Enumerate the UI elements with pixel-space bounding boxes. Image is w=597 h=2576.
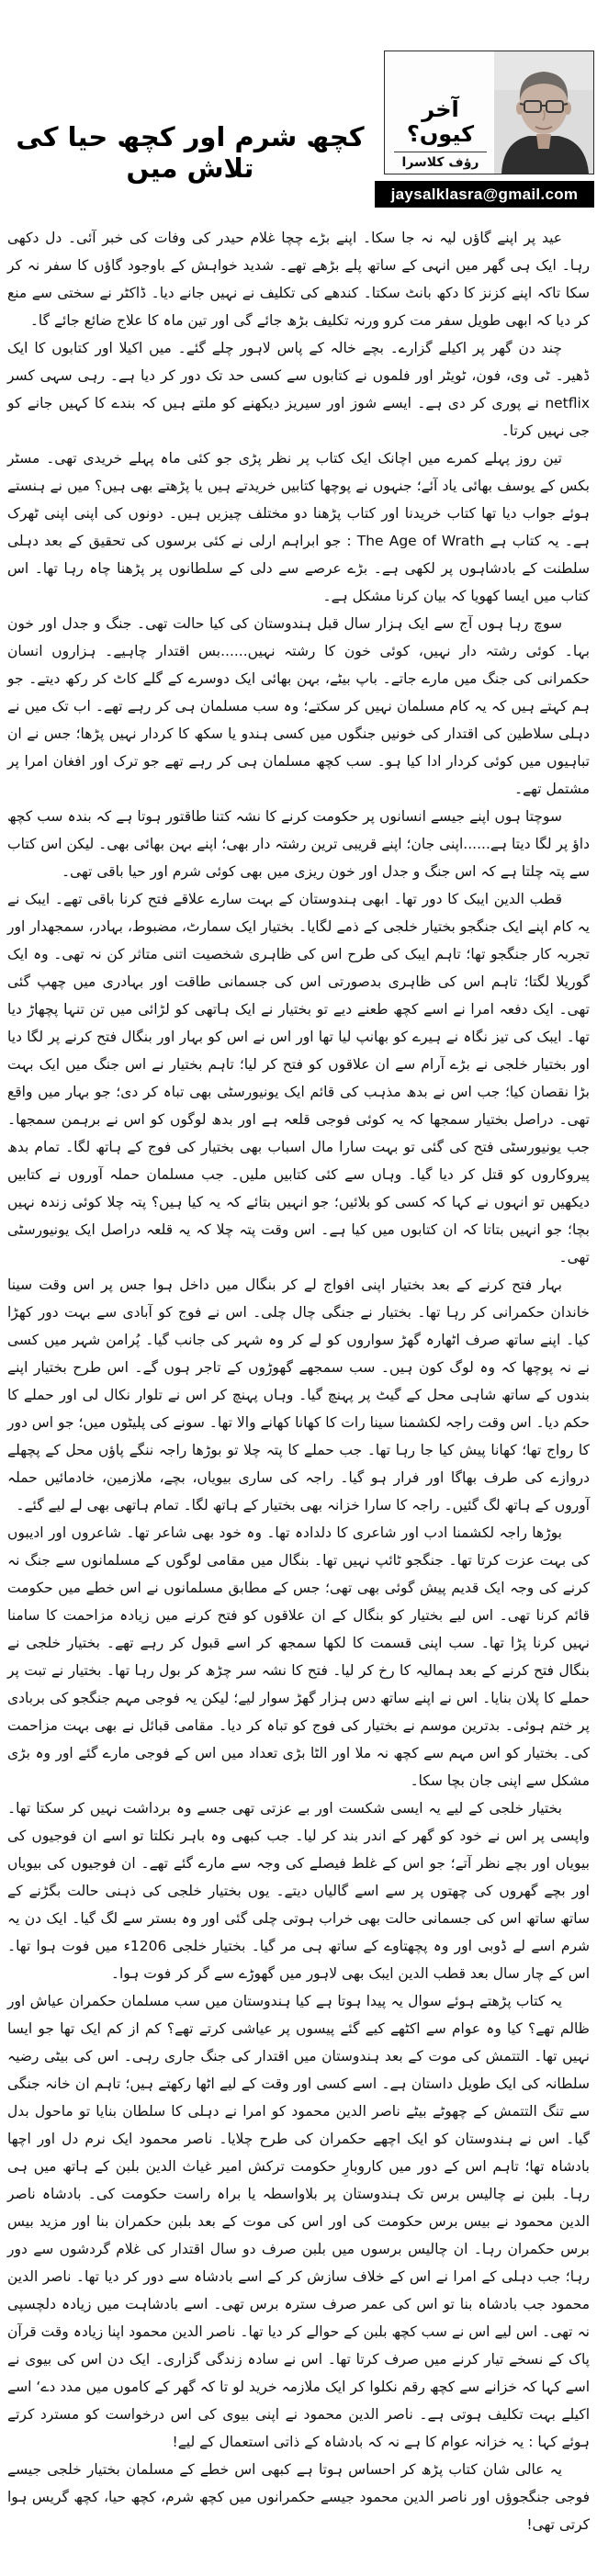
article-paragraph: تین روز پہلے کمرے میں اچانک ایک کتاب پر نظر پڑی جو کئی ماہ پہلے خریدی تھی۔ مسٹر بکس کے یوسف بھائی یاد آئے؛ جنہوں نے پوچھا کتابیں خریدتے ہیں یا پڑھتے بھی ہیں؟ میں نے ہنستے ہوئے جواب دیا تھا کتاب خریدنا اور کتاب پڑھنا دو مختلف چیزیں ہیں۔ دونوں کی اپنی اپنی ٹھرک ہے۔ یہ کتاب ہے The Age of Wrath : جو ابراہم ارلی نے کئی برسوں کی تحقیق کے بعد دہلی سلطنت کے بادشاہوں پر لکھی ہے۔ بڑے عرصے سے دلی کے سلطانوں پر پڑھنا چاہ رہا تھا۔ اس کتاب میں ایسا کھویا کہ بیان کرنا مشکل ہے۔ (7, 450, 590, 604)
article-paragraph: یہ عالی شان کتاب پڑھ کر احساس ہوتا ہے کبھی اس خطے کے مسلمان بختیار خلجی جیسے فوجی جنگجوؤں اور ناصر الدین محمود جیسے حکمرانوں میں کچھ شرم، کچھ حیا، کچھ گریس ہوا کرتی تھی! (7, 2461, 590, 2533)
author-box (384, 51, 594, 174)
article-headline: کچھ شرم اور کچھ حیا کی تلاش میں (16, 121, 365, 184)
column-title: آخر کیوں؟ (406, 96, 475, 148)
article-paragraph: چند دن گھر پر اکیلے گزارے۔ بچے خالہ کے پاس لاہور چلے گئے۔ میں اکیلا اور کتابوں کا ایک ڈھیر۔ ٹی وی، فون، ٹویٹر اور فلموں نے کتابوں سے کسی حد تک دور کر دیا ہے۔ رہی سہی کسر netflix نے پوری کر دی ہے۔ ایسے شوز اور سیریز دیکھنے کو ملتے ہیں کہ بندے کا کہیں جانے کو جی نہیں کرتا۔ (7, 340, 590, 439)
author-name: رؤف کلاسرا (401, 155, 479, 170)
author-photo (494, 51, 593, 174)
article-paragraph: بوڑھا راجہ لکشمنا ادب اور شاعری کا دلدادہ تھا۔ وہ خود بھی شاعر تھا۔ شاعروں اور ادیبوں کی بہت عزت کرتا تھا۔ جنگجو ٹائپ نہیں تھا۔ بنگال میں مقامی لوگوں کے مسلمانوں سے جنگ نہ کرنے کی وجہ ایک قدیم پیش گوئی بھی تھی؛ جس کے مطابق مسلمانوں نے اس خطے میں حکومت قائم کرنا تھی۔ اس لیے بختیار کو بنگال کے ان علاقوں کو فتح کرنے میں زیادہ مزاحمت کا سامنا نہیں کرنا پڑا تھا۔ سب اپنی قسمت کا لکھا سمجھ کر اسے قبول کر رہے تھے۔ بختیار خلجی نے بنگال فتح کرنے کے بعد ہمالیہ کا رخ کر لیا۔ فتح کا نشہ سر چڑھ کر بول رہا تھا۔ بختیار نے تبت پر حملے کا پلان بنایا۔ اس نے اپنے ساتھ دس ہزار گھڑ سوار لیے؛ لیکن یہ فوجی مہم جنگجو کی بربادی پر ختم ہوئی۔ بدترین موسم نے بختیار کی فوج کو تباہ کر دیا۔ مقامی قبائل نے بھی بہت مزاحمت کی۔ بختیار کو اس مہم سے کچھ نہ ملا اور الٹا بڑی تعداد میں اس کے فوجی مارے گئے اور وہ بڑی مشکل سے اپنی جان بچا سکا۔ (7, 1524, 590, 1789)
article-paragraph: بہار فتح کرنے کے بعد بختیار اپنی افواج لے کر بنگال میں داخل ہوا جس پر اس وقت سینا خاندان حکمرانی کر رہا تھا۔ بختیار نے جنگی چال چلی۔ اس نے فوج کو آبادی سے بہت دور کھڑا کیا۔ اپنے ساتھ صرف اٹھارہ گھڑ سواروں کو لے کر وہ شہر کی جانب گیا۔ پُرامن شہر میں کسی نے نہ پوچھا کہ وہ لوگ کون ہیں۔ سب سمجھے گھوڑوں کے تاجر ہوں گے۔ اس طرح بختیار اپنے بندوں کے ساتھ شاہی محل کے گیٹ پر پہنچ گیا۔ وہاں پہنچ کر اس نے تلوار نکال لی اور حملے کا حکم دیا۔ اس وقت راجہ لکشمنا سینا رات کا کھانا کھانے والا تھا۔ سونے کی پلیٹوں میں؛ جو اس دور کا رواج تھا؛ کھانا پیش کیا جا رہا تھا۔ جب حملے کا پتہ چلا تو بوڑھا راجہ ننگے پاؤں محل کے پچھلے دروازے کی طرف بھاگا اور فرار ہو گیا۔ راجہ کی ساری بیویاں، بچے، ملازمین، خادمائیں حملہ آوروں کے ہاتھ لگ گئیں۔ راجہ کا سارا خزانہ بھی بختیار کے ہاتھ لگا۔ تمام ہاتھی بھی لے لیے گئے۔ (6, 1277, 590, 1513)
author-email: jaysalklasra@gmail.com (375, 181, 594, 208)
article-paragraph: یہ کتاب پڑھتے ہوئے سوال یہ پیدا ہوتا ہے کیا ہندوستان میں سب مسلمان حکمران عیاش اور ظالم تھے؟ کیا وہ عوام سے اکٹھے کیے گئے پیسوں پر عیاشی کرتے تھے؟ کم از کم ایک تھا جو ایسا نہیں تھا۔ التتمش کی موت کے بعد ہندوستان میں اقتدار کی جنگ جاری رہی۔ اس کی بیٹی رضیہ سلطانہ کی ایک طویل داستان ہے۔ اسے کسی اور وقت کے لیے اٹھا رکھتے ہیں؛ تاہم ان خانہ جنگی سے تنگ التتمش کے چھوٹے بیٹے ناصر الدین محمود کو امرا نے دہلی کا سلطان بنایا تو ماحول بدل گیا۔ اس نے ہندوستان کو ایک اچھے حکمران کی طرح چلایا۔ ناصر محمود ایک نرم دل اور اچھا بادشاہ تھا؛ تاہم اس کے دور میں کاروبارِ حکومت ترکش امیر غیاث الدین بلبن کے ہاتھ میں ہی رہا۔ بلبن نے چالیس برس تک ہندوستان پر بلاواسطہ یا براہ راست حکومت کی۔ بادشاہ ناصر الدین محمود نے بیس برس حکومت کی اور اس کی موت کے بعد بلبن حکمران بنا اور مزید بیس برس حکمران رہا۔ ان چالیس برسوں میں بلبن صرف دو سال اقتدار کی غلام گردشوں سے دور رہا؛ جب دہلی کے امرا نے اس کے خلاف سازش کر کے اسے بادشاہ سے دور کر دیا تھا۔ ناصر الدین محمود جب بادشاہ بنا تو اس کی عمر صرف سترہ برس تھی۔ اسے بادشاہت میں زیادہ دلچسپی نہ تھی۔ اس لیے اس نے سب کچھ بلبن کے حوالے کر دیا تھا۔ ناصر الدین محمود اپنا زیادہ وقت قرآن پاک کے نسخے تیار کرنے میں صرف کرتا تھا۔ اس نے سادہ زندگی گزاری۔ ایک دن اس کی بیوی نے اسے کہا کہ خزانے سے کچھ رقم نکلوا کر ایک ملازمہ خرید لو تا کہ گھر کے کاموں میں مدد دے‘ اسے اکیلے بہت تکلیف ہوتی ہے۔ ناصر الدین محمود نے اپنی بیوی کی اس درخواست کو مسترد کرتے ہوئے کہا : یہ خزانہ عوام کا ہے نہ کہ بادشاہ کے ذاتی استعمال کے لیے! (7, 1993, 590, 2450)
article-paragraph: قطب الدین ایبک کا دور تھا۔ ابھی ہندوستان کے بہت سارے علاقے فتح کرنا باقی تھے۔ ایبک نے یہ کام اپنے ایک جنگجو بختیار خلجی کے ذمے لگایا۔ بختیار ایک سمارٹ، مضبوط، بہادر، سمجھدار اور تجربہ کار جنگجو تھا؛ تاہم ایبک کی طرح اس کی ظاہری شخصیت اتنی متاثر کن نہ تھی۔ وہ ایک گوریلا لگتا؛ تاہم اس کی ظاہری بدصورتی اس کی جسمانی طاقت اور بہادری میں چھپ گئی تھی۔ ایک دفعہ امرا نے اسے کچھ طعنے دیے تو بختیار نے ایک ہاتھی کو لڑائی میں تن تنہا پچھاڑ دیا تھا۔ ایبک کی تیز نگاہ نے ہیرے کو بھانپ لیا تھا اور اس نے اس کو بہار اور بنگال فتح کرنے پر لگا دیا اور بختیار خلجی نے بڑے آرام سے ان علاقوں کو فتح کر لیا؛ تاہم بختیار نے اس جنگ میں ایک بہت بڑا نقصان کیا؛ جب اس نے بدھ مذہب کی قائم ایک یونیورسٹی بھی تباہ کر دی؛ جو بہار میں واقع تھی۔ دراصل بختیار سمجھا کہ یہ کوئی فوجی قلعہ ہے اور بدھ لوگوں کو اس نے برہمن سمجھا۔ جب یونیورسٹی فتح کی گئی تو بہت سارا مال اسباب بھی بختیار کی فوج کے ہاتھ لگا۔ تمام بدھ پیروکاروں کو قتل کر دیا گیا۔ وہاں سے کئی کتابیں ملیں۔ جب مسلمان حملہ آوروں نے کتابیں دیکھیں تو انہوں نے کہا کہ کسی کو بلائیں؛ جو انہیں بتائے کہ یہ کیا ہیں؟ پتہ چلا کوئی زندہ نہیں بچا؛ جو انہیں بتاتا کہ ان کتابوں میں کیا ہے۔ اس وقت پتہ چلا کہ یہ قلعہ دراصل ایک یونیورسٹی تھی۔ (7, 891, 590, 1266)
author-portrait-illustration (494, 53, 593, 174)
author-box-text (385, 51, 494, 174)
article-paragraph: سوچ رہا ہوں آج سے ایک ہزار سال قبل ہندوستان کی کیا حالت تھی۔ جنگ و جدل اور خون بہا۔ کوئی رشتہ دار نہیں، کوئی خون کا رشتہ نہیں......بس اقتدار چاہیے۔ ہزاروں انسان حکمرانی کی جنگ میں مارے جاتے۔ باپ بیٹے، بہن بھائی ایک دوسرے کے گلے کاٹ کر رکھ دیتے۔ جو ہم کہتے ہیں کہ یہ کام مسلمان نہیں کر سکتے؛ وہ سب مسلمان ہی کر رہے تھے۔ اب تک میں نے دہلی سلاطین کی اقتدار کی خونیں جنگوں میں کسی ہندو یا سکھ کا کردار نہیں پڑھا؛ جس نے ان تباہیوں میں کوئی کردار ادا کیا ہو۔ سب کچھ مسلمان ہی کر رہے تھے جو ترک اور افغان امرا پر مشتمل تھے۔ (7, 615, 591, 797)
column-header (0, 0, 597, 220)
article-body (0, 220, 597, 2538)
article-paragraph: سوچتا ہوں اپنے جیسے انسانوں پر حکومت کرنے کا نشہ کتنا طاقتور ہوتا ہے کہ بندہ سب کچھ داؤ پر لگا دیتا ہے......اپنی جان؛ اپنے قریبی ترین رشتہ دار بھی؛ اپنے بہن بھائی بھی۔ لیکن اس کتاب سے پتہ چلتا ہے کہ اس جنگ و جدل اور خون ریزی میں بھی کوئی شرم اور حیا باقی تھی۔ (7, 808, 590, 880)
article-paragraph: عید پر اپنے گاؤں لیہ نہ جا سکا۔ اپنے بڑے چچا غلام حیدر کی وفات کی خبر آئی۔ دل دکھی رہا۔ ایک ہی گھر میں انہی کے ساتھ پلے بڑھے تھے۔ شدید خواہش کے باوجود گاؤں کا سفر نہ کر سکا تاکہ اپنے کزنز کا دکھ بانٹ سکتا۔ کندھے کی تکلیف نے نہیں جانے دیا۔ ڈاکٹر نے سختی سے منع کر دیا کہ ابھی طویل سفر مت کرو ورنہ تکلیف بڑھ جائے گی اور تین ماہ کا علاج ضائع جائے گا۔ (7, 230, 590, 329)
article-paragraph: بختیار خلجی کے لیے یہ ایسی شکست اور بے عزتی تھی جسے وہ برداشت نہیں کر سکتا تھا۔ واپسی پر اس نے خود کو گھر کے اندر بند کر لیا۔ جب کبھی وہ باہر نکلتا تو اسے ان فوجیوں کی بیویاں اور بچے نظر آتے؛ جو اس کے غلط فیصلے کی وجہ سے مارے گئے تھے۔ ان فوجیوں کی بیویاں اور بچے گھروں کی چھتوں پر سے اسے گالیاں دیتے۔ یوں بختیار خلجی کی ذہنی حالت بگڑنے کے ساتھ ساتھ اس کی جسمانی حالت بھی خراب ہوتی چلی گئی اور وہ بستر سے لگ گیا۔ ایک دن یہ شرم اسے لے ڈوبی اور وہ پچھتاوے کے ساتھ ہی مر گیا۔ بختیار خلجی 1206ء میں فوت ہوا تھا۔ اس کے چار سال بعد قطب الدین ایبک بھی لاہور میں گھوڑے سے گر کر فوت ہوا۔ (7, 1800, 590, 1982)
